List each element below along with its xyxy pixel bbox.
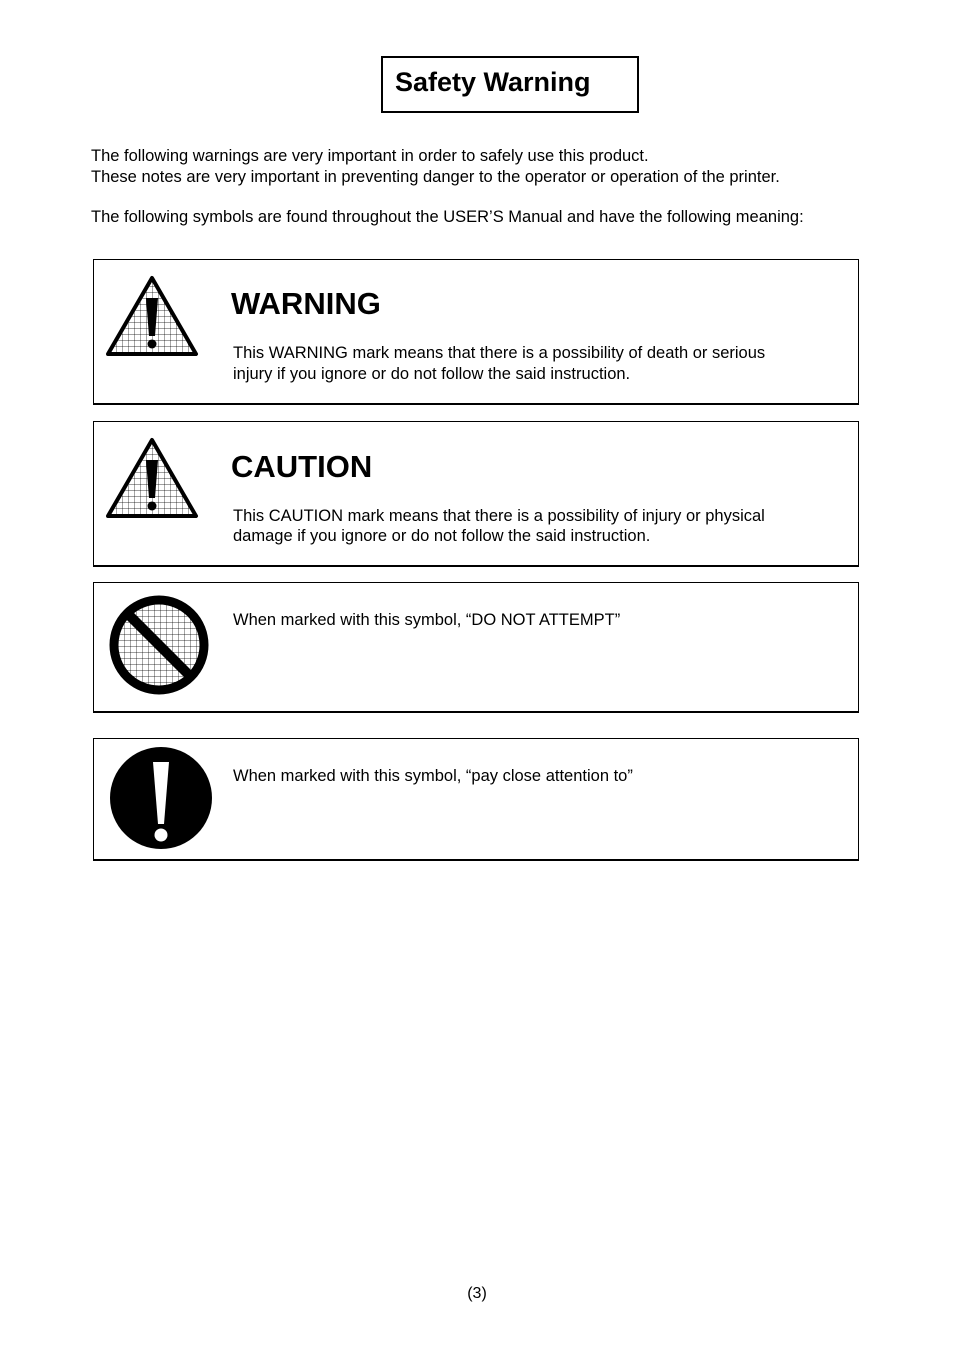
warning-triangle-icon bbox=[104, 274, 200, 358]
caution-heading: CAUTION bbox=[231, 449, 373, 484]
caution-triangle-icon bbox=[104, 436, 200, 520]
attention-box bbox=[93, 738, 859, 861]
warning-description-line-2: injury if you ignore or do not follow the said instruction. bbox=[233, 365, 631, 383]
prohibition-icon bbox=[106, 592, 212, 698]
caution-box bbox=[93, 421, 859, 567]
page-title: Safety Warning bbox=[395, 67, 591, 97]
warning-description-line-1: This WARNING mark means that there is a possibility of death or serious bbox=[233, 344, 766, 362]
intro-line-2: These notes are very important in preventing danger to the operator or operation of the printer. bbox=[91, 168, 780, 186]
attention-description: When marked with this symbol, “pay close attention to” bbox=[233, 767, 633, 785]
warning-box bbox=[93, 259, 859, 405]
prohibition-box bbox=[93, 582, 859, 713]
page-number: (3) bbox=[467, 1285, 487, 1302]
caution-description-line-2: damage if you ignore or do not follow the said instruction. bbox=[233, 527, 651, 545]
page-title-box bbox=[381, 56, 639, 113]
warning-heading: WARNING bbox=[231, 286, 381, 321]
prohibition-description: When marked with this symbol, “DO NOT ATTEMPT” bbox=[233, 611, 621, 629]
intro-line-1: The following warnings are very important in order to safely use this product. bbox=[91, 147, 649, 165]
caution-description-line-1: This CAUTION mark means that there is a possibility of injury or physical bbox=[233, 507, 765, 525]
intro-line-3: The following symbols are found throughout the USER’S Manual and have the following meaning: bbox=[91, 208, 804, 226]
exclamation-circle-icon bbox=[109, 746, 213, 850]
